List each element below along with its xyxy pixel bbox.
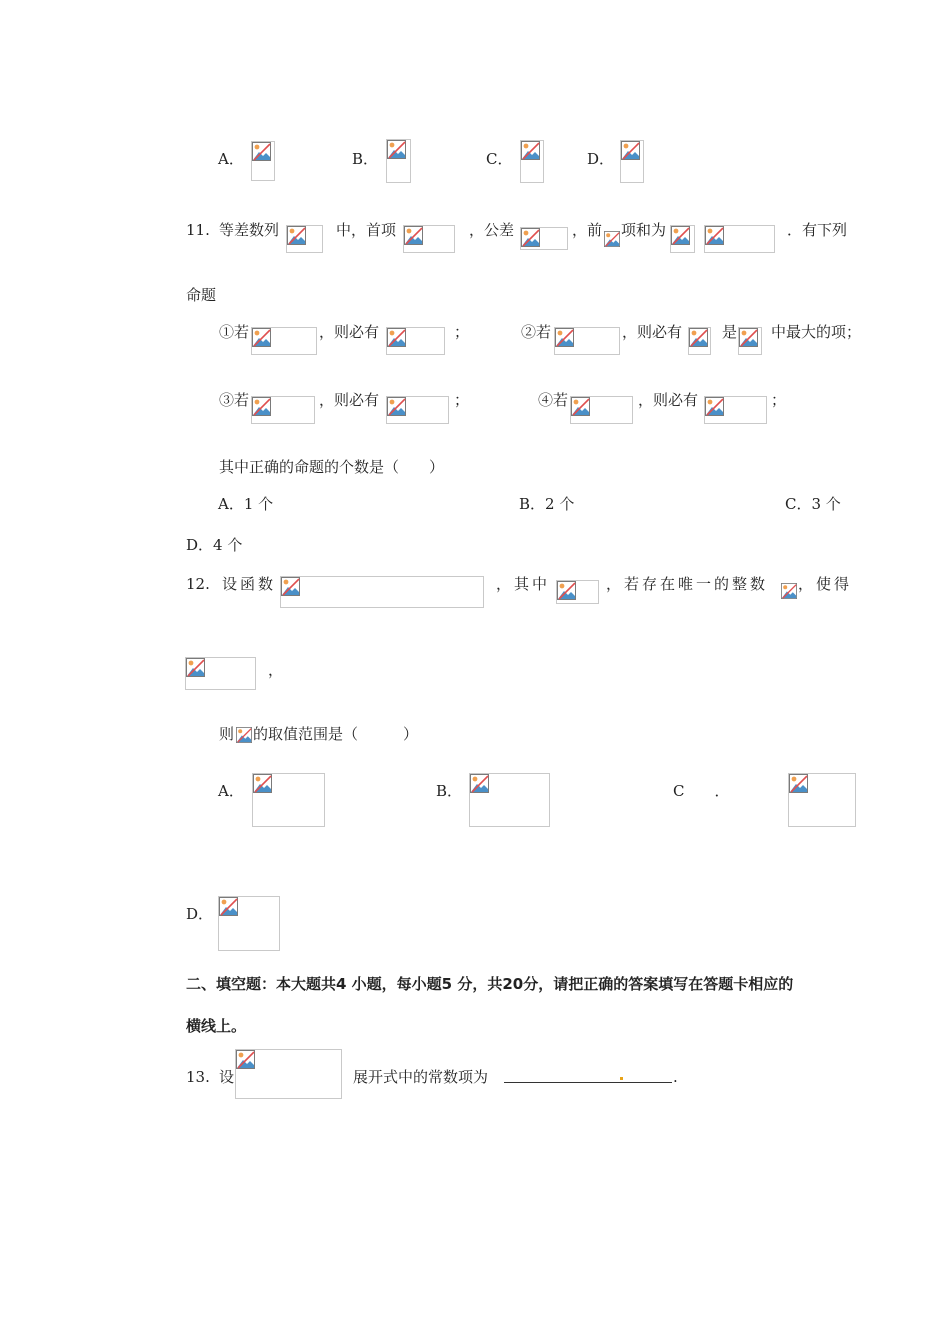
broken-image-icon [705,226,724,245]
formula-image [670,225,695,253]
q10-option-d-label: D． [587,150,615,168]
broken-image-icon [186,658,205,677]
q11-stem-text: ，公差 [469,221,515,239]
broken-image-icon [521,141,540,160]
q10-option-c-image [520,140,544,183]
q10-option-b-image [386,139,411,183]
q11-question: 其中正确的命题的个数是（ ） [219,458,445,476]
q12-option-b-image [469,773,550,827]
q11-stem-text: ．有下列 [787,221,848,239]
proposition-1-text: ； [454,323,470,341]
proposition-2-text: ，则必有 [622,323,683,341]
broken-image-icon [404,226,423,245]
proposition-2-text: 是 [722,323,738,341]
formula-image [386,327,445,355]
q10-option-c-label: C． [486,150,513,168]
broken-image-icon [253,774,272,793]
q11-option-d: D．4 个 [186,536,243,554]
broken-image-icon [236,1050,255,1069]
binomial-formula-image [235,1049,342,1099]
q12-option-d-label: D． [186,905,214,923]
function-formula-image [280,576,484,608]
broken-image-icon [287,226,306,245]
q11-stem-continuation: 命题 [186,286,217,304]
section-heading-line-1: 二、填空题：本大题共4 小题，每小题5 分，共20分，请把正确的答案填写在答题卡相应的 [186,975,794,993]
section-heading-line-2: 横线上。 [186,1017,247,1035]
q11-stem-text: ，前 [572,221,603,239]
proposition-1-text: ，则必有 [319,323,380,341]
q12-range-text: 则 [219,725,235,743]
broken-image-icon [252,142,271,161]
formula-image [403,225,455,253]
broken-image-icon [387,397,406,416]
formula-image [251,396,315,424]
broken-image-icon [555,328,574,347]
q12-option-a-image [252,773,325,827]
q12-stem-text: ，若存在唯一的整数 [606,575,769,593]
q10-option-b-label: B． [352,150,379,168]
q11-stem-text: 等差数列 [219,221,280,239]
formula-image [704,396,767,424]
q11-number: 11. [186,221,210,239]
broken-image-icon [470,774,489,793]
broken-image-icon [689,328,708,347]
broken-image-icon [252,328,271,347]
proposition-4-text: ④若 [538,391,569,409]
proposition-3-text: ③若 [219,391,250,409]
q13-period: . [673,1068,678,1086]
broken-image-icon [387,328,406,347]
formula-image [520,227,568,250]
marker-dot [620,1077,623,1080]
q12-comma: ， [268,661,284,679]
q12-option-b-label: B． [436,782,463,800]
broken-image-icon [219,897,238,916]
broken-image-icon [789,774,808,793]
formula-image [286,225,323,253]
q12-number: 12. [186,575,210,593]
q12-stem-text: ，其中 [496,575,551,593]
q11-option-b: B．2 个 [519,495,575,513]
broken-image-icon [252,397,271,416]
formula-image [554,327,620,355]
q12-stem-text: ，使得 [798,575,853,593]
broken-image-icon [604,231,620,247]
q10-option-d-image [620,140,644,183]
proposition-4-text: ，则必有 [638,391,699,409]
q12-option-a-label: A． [218,782,244,800]
proposition-2-text: 中最大的项； [771,323,862,341]
q12-range-text: 的取值范围是（ ） [253,725,419,743]
broken-image-icon [739,328,758,347]
q12-option-c-image [788,773,856,827]
q11-stem-text: 项和为 [621,221,667,239]
q11-option-a: A．1 个 [218,495,274,513]
proposition-3-text: ，则必有 [319,391,380,409]
broken-image-icon [387,140,406,159]
q13-text: 设 [219,1068,235,1086]
answer-blank[interactable] [504,1068,672,1083]
q13-number: 13. [186,1068,210,1086]
proposition-3-text: ； [454,391,470,409]
q13-text: 展开式中的常数项为 [353,1068,489,1086]
formula-image [556,580,599,604]
broken-image-icon [571,397,590,416]
broken-image-icon [236,727,252,743]
q11-stem-text: 中，首项 [336,221,397,239]
q12-option-d-image [218,896,280,951]
inequality-formula-image [185,657,256,690]
formula-image [386,396,449,424]
proposition-1-text: ①若 [219,323,250,341]
formula-image [570,396,633,424]
broken-image-icon [671,226,690,245]
formula-image [704,225,775,253]
broken-image-icon [781,583,797,599]
formula-image [738,327,762,355]
q10-option-a-image [251,141,275,181]
formula-image [251,327,317,355]
broken-image-icon [281,577,300,596]
q12-stem-text: 设函数 [222,575,277,593]
proposition-4-text: ； [771,391,787,409]
q11-option-c: C．3 个 [785,495,841,513]
broken-image-icon [705,397,724,416]
broken-image-icon [521,228,540,247]
proposition-2-text: ②若 [521,323,552,341]
q12-option-c-label: C ． [673,782,730,800]
broken-image-icon [621,141,640,160]
broken-image-icon [557,581,576,600]
formula-image [688,327,711,355]
q10-option-a-label: A． [218,150,244,168]
